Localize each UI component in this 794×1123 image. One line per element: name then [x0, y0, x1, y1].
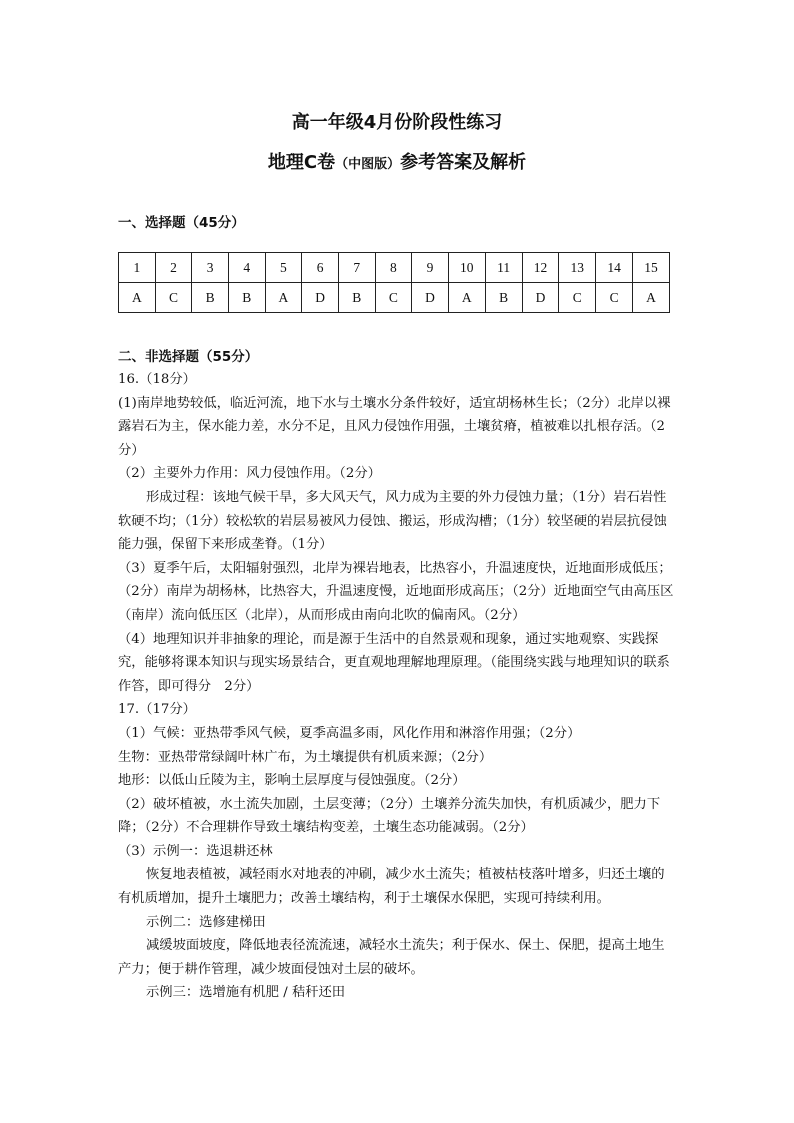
answer-cell: A [265, 283, 302, 313]
answer-paragraph: 示例三：选增施有机肥 / 秸秆还田 [146, 985, 346, 1001]
answer-paragraph: (1)南岸地势较低，临近河流，地下水与土壤水分条件较好，适宜胡杨林生长；（2分）北岸以裸露岩石为主，保水能力差，水分不足，且风力侵蚀作用强，土壤贫瘠，植被难以扎根存活。（2分） [118, 395, 671, 458]
subtitle-edition: （中图版） [335, 157, 401, 172]
question-number-cell: 15 [633, 253, 670, 283]
answer-paragraph: （3）示例一：选退耕还林 [118, 843, 273, 859]
answer-paragraph: 17.（17分） [118, 702, 196, 718]
answer-paragraph: （2）主要外力作用：风力侵蚀作用。（2分） [118, 466, 381, 482]
answer-paragraph: 形成过程：该地气候干旱，多大风天气，风力成为主要的外力侵蚀力量；（1分）岩石岩性软硬不均；（1分）较松软的岩层易被风力侵蚀、搬运，形成沟槽；（1分）较坚硬的岩层抗侵蚀能力强，保留下来形成垄脊。（1分） [118, 489, 667, 553]
answer-cell: C [596, 283, 633, 313]
question-number-cell: 5 [265, 253, 302, 283]
answer-cell: B [485, 283, 522, 313]
page-title: 高一年级4月份阶段性练习 [291, 112, 503, 133]
question-number-cell: 13 [559, 253, 596, 283]
question-number-cell: 11 [485, 253, 522, 283]
question-number-cell: 3 [192, 253, 229, 283]
answer-cell: B [192, 283, 229, 313]
answer-paragraph: （2）破坏植被，水土流失加剧，土层变薄；（2分）土壤养分流失加快，有机质减少，肥力下降；（2分）不合理耕作导致土壤结构变差，土壤生态功能减弱。（2分） [118, 796, 661, 836]
subtitle-part-b: 参考答案及解析 [400, 152, 527, 173]
answer-cell: C [375, 283, 412, 313]
question-number-cell: 9 [412, 253, 449, 283]
answer-paragraph: （1）气候：亚热带季风气候，夏季高温多雨，风化作用和淋溶作用强；（2分） [118, 725, 581, 741]
answer-cell: D [522, 283, 559, 313]
answer-paragraph: （3）夏季午后，太阳辐射强烈，北岸为裸岩地表，比热容小，升温速度快，近地面形成低压；（2分）南岸为胡杨林，比热容大，升温速度慢，近地面形成高压；（2分）近地面空气由高压区（南岸）流向低压区（北岸），从而形成由南向北吹的偏南风。（2分） [118, 560, 674, 623]
section-heading-nonchoice: 二、非选择题（55分） [118, 349, 259, 365]
answer-cell: A [448, 283, 485, 313]
question-number-cell: 2 [155, 253, 192, 283]
answer-paragraph: 16.（18分） [118, 372, 196, 387]
question-number-row [119, 253, 670, 283]
question-number-cell: 10 [448, 253, 485, 283]
question-number-cell: 14 [596, 253, 633, 283]
answer-cell: A [633, 283, 670, 313]
subtitle-part-a: 地理C卷 [267, 152, 336, 173]
answer-cell: B [338, 283, 375, 313]
answer-cell: B [228, 283, 265, 313]
answer-paragraph: 减缓坡面坡度，降低地表径流流速，减轻水土流失；利于保水、保土、保肥，提高土地生产力；便于耕作管理，减少坡面侵蚀对土层的破坏。 [118, 938, 665, 977]
page-subtitle [0, 148, 794, 174]
question-number-cell: 8 [375, 253, 412, 283]
answer-cell: C [155, 283, 192, 313]
answer-body [118, 368, 674, 1005]
section-heading-choice: 一、选择题（45分） [118, 215, 245, 231]
answer-paragraph: 恢复地表植被，减轻雨水对地表的冲刷，减少水土流失；植被枯枝落叶增多，归还土壤的有机质增加，提升土壤肥力；改善土壤结构，利于土壤保水保肥，实现可持续利用。 [118, 867, 665, 907]
question-number-cell: 1 [119, 253, 156, 283]
answer-paragraph: 地形：以低山丘陵为主，影响土层厚度与侵蚀强度。（2分） [118, 773, 466, 789]
question-number-cell: 12 [522, 253, 559, 283]
answer-paragraph: 生物：亚热带常绿阔叶林广布，为土壤提供有机质来源；（2分） [118, 749, 493, 765]
answer-cell: D [412, 283, 449, 313]
answer-paragraph: （4）地理知识并非抽象的理论，而是源于生活中的自然景观和现象，通过实地观察、实践探究，能够将课本知识与现实场景结合，更直观地理解地理原理。（能围绕实践与地理知识的联系作答，即可得分 2分） [118, 631, 670, 694]
question-number-cell: 7 [338, 253, 375, 283]
question-number-cell: 6 [302, 253, 339, 283]
question-number-cell: 4 [228, 253, 265, 283]
answer-cell: C [559, 283, 596, 313]
answer-cell: D [302, 283, 339, 313]
answer-row [119, 283, 670, 313]
answer-paragraph: 示例二：选修建梯田 [146, 914, 266, 930]
answer-table [118, 252, 670, 313]
answer-cell: A [119, 283, 156, 313]
